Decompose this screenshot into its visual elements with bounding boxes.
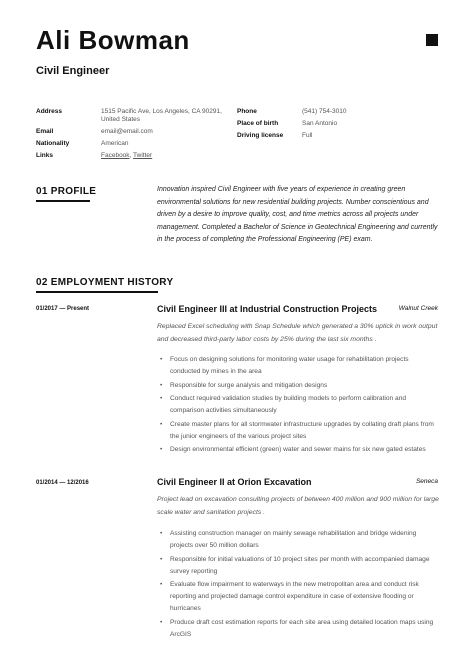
job-responsibilities <box>160 354 440 458</box>
email-label: Email <box>36 128 54 135</box>
birthplace-label: Place of birth <box>237 120 279 127</box>
list-item: • Conduct required validation studies by building models to perform calibration and comparison activities simultaneously <box>160 393 440 417</box>
decorative-square <box>426 34 438 46</box>
employment-heading: 02 EMPLOYMENT HISTORY <box>36 277 174 288</box>
candidate-name: Ali Bowman <box>36 25 190 55</box>
license-label: Driving license <box>237 132 284 139</box>
job-responsibilities <box>160 528 440 642</box>
job-dates: 01/2014 — 12/2016 <box>36 480 89 486</box>
job-position-title: Civil Engineer II at Orion Excavation <box>157 477 312 487</box>
list-item: • Evaluate flow impairment to waterways in the new metropolitan area and conduct risk reporting and projected damage control expenditure in case of extensive flooding or hurricanes <box>160 579 440 615</box>
twitter-link[interactable]: Twitter <box>133 152 153 159</box>
list-item: • Produce draft cost estimation reports for each site area using detailed location maps using ArcGIS <box>160 617 440 641</box>
job-dates: 01/2017 — Present <box>36 306 90 312</box>
email-value: email@email.com <box>101 128 153 135</box>
list-item: • Responsible for initial valuations of 10 project sites per month with accompanied damage survey reporting <box>160 554 440 578</box>
job-title: Civil Engineer <box>36 65 110 77</box>
nationality-label: Nationality <box>36 140 70 147</box>
job-location: Walnut Creek <box>398 305 438 312</box>
profile-heading-underline <box>36 200 90 202</box>
list-item: • Design environmental efficient (green) water and sewer mains for six new gated estates <box>160 444 440 456</box>
job-description: Project lead on excavation consulting projects of between 400 million and 900 million for large scale water and sanitation projects . <box>157 496 439 516</box>
phone-label: Phone <box>237 108 257 115</box>
license-value: Full <box>302 132 313 139</box>
birthplace-value: San Antonio <box>302 120 338 127</box>
list-item: • Assisting construction manager on mainly sewage rehabilitation and bridge widening projects over 50 million dollars <box>160 528 440 552</box>
links-label: Links <box>36 152 53 159</box>
job-description: Replaced Excel scheduling with Snap Schedule which generated a 30% uptick in work output and decreased third-party labor costs by 25% during the last six months . <box>157 323 438 343</box>
job-location: Seneca <box>415 478 438 485</box>
employment-heading-underline <box>36 291 158 293</box>
address-value: 1515 Pacific Ave, Los Angeles, CA 90291, United States <box>101 108 222 123</box>
list-item: • Focus on designing solutions for monitoring water usage for rehabilitation projects conducted by mines in the area <box>160 354 440 378</box>
links-value: Facebook, Twitter <box>101 152 153 159</box>
list-item: • Create master plans for all stormwater infrastructure upgrades by collating draft plans from the junior engineers of the various project sites <box>160 419 440 443</box>
address-label: Address <box>36 108 63 115</box>
profile-heading: 01 PROFILE <box>36 186 97 197</box>
facebook-link[interactable]: Facebook <box>101 152 130 159</box>
nationality-value: American <box>101 140 129 147</box>
profile-text: Innovation inspired Civil Engineer with five years of experience in creating green environmental solutions for new residential building projects. Number conscientious and driven by a desire to improve quality, cost, and time metrics across all projects under management. Completed a Bachelor of Science in Geotechnical Engineering and currently in the process of completing the Professional Engineering (PE) exam. <box>157 186 438 243</box>
list-item: • Responsible for surge analysis and mitigation designs <box>160 380 440 392</box>
phone-value: (541) 754-3010 <box>302 108 347 115</box>
job-position-title: Civil Engineer III at Industrial Construction Projects <box>157 304 378 314</box>
